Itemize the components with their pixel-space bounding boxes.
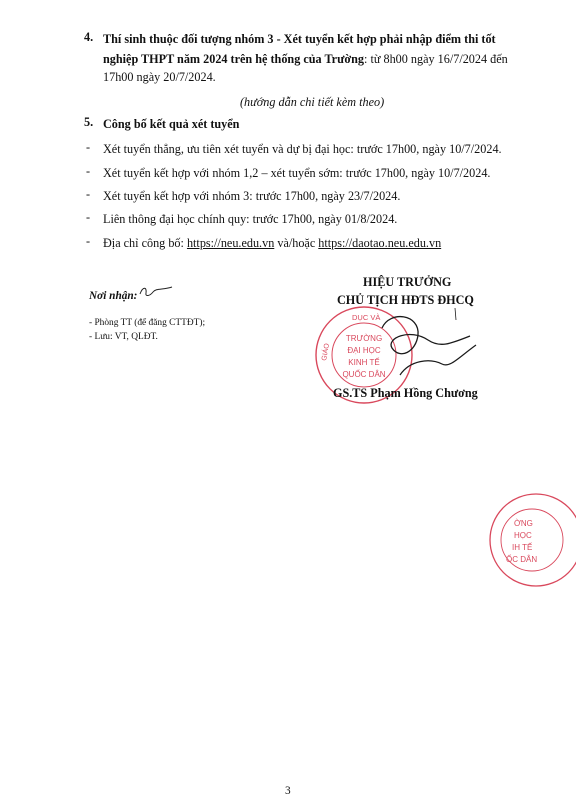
recipients-label: Nơi nhận:	[89, 290, 138, 302]
stamp-line: ĐẠI HỌC	[347, 346, 381, 355]
recipient-item: - Phòng TT (để đăng CTTĐT);	[89, 318, 206, 328]
stamp-ring-side: GIÁO	[321, 342, 332, 362]
section-4-note: (hướng dẫn chi tiết kèm theo)	[240, 95, 385, 109]
result-item: Xét tuyển kết hợp với nhóm 3: trước 17h00, ngày 23/7/2024.	[103, 189, 401, 203]
bullet-dash: -	[86, 140, 91, 154]
bullet-dash: -	[86, 187, 91, 201]
section-4-line2-rest: : từ 8h00 ngày 16/7/2024 đến	[364, 52, 508, 66]
section-4-line2-bold: nghiệp THPT năm 2024 trên hệ thống của Trường	[103, 52, 365, 66]
bullet-dash: -	[86, 234, 91, 248]
stamp-line: KINH TẾ	[348, 358, 380, 367]
edge-stamp-line: HỌC	[514, 531, 532, 540]
result-item: Xét tuyển thẳng, ưu tiên xét tuyển và dự bị đại học: trước 17h00, ngày 10/7/2024.	[103, 142, 502, 156]
link-neu[interactable]: https://neu.edu.vn	[186, 236, 275, 250]
bullet-dash: -	[86, 210, 91, 224]
section-5-title: Công bố kết quả xét tuyển	[103, 117, 240, 131]
signature-title2: CHỦ TỊCH HĐTS ĐHCQ	[337, 293, 474, 307]
initials-signature-icon	[138, 284, 176, 300]
edge-stamp-line: ỜNG	[514, 519, 533, 528]
section-5-number: 5.	[84, 115, 94, 129]
section-4-number: 4.	[84, 30, 94, 44]
result-item: Liên thông đại học chính quy: trước 17h00, ngày 01/8/2024.	[103, 212, 398, 226]
edge-stamp-line: IH TẾ	[512, 543, 533, 552]
address-label: Địa chỉ công bố:	[103, 236, 187, 250]
signature-title1: HIỆU TRƯỞNG	[363, 275, 452, 289]
section-4-line2	[103, 50, 508, 68]
recipient-item: - Lưu: VT, QLĐT.	[89, 332, 158, 342]
handwritten-signature-icon	[330, 300, 480, 395]
signer-name: GS.TS Phạm Hồng Chương	[333, 386, 478, 400]
address-join: và/hoặc	[274, 236, 319, 250]
edge-stamp-icon	[488, 490, 576, 590]
stamp-line: TRƯỜNG	[345, 334, 383, 343]
section-4-line1: Thí sinh thuộc đối tượng nhóm 3 - Xét tuyển kết hợp phải nhập điểm thi tốt	[103, 32, 496, 46]
page-number: 3	[285, 785, 291, 797]
stamp-ring-top: DỤC VÀ	[352, 313, 381, 322]
address-line	[103, 234, 441, 252]
link-daotao[interactable]: https://daotao.neu.edu.vn	[318, 236, 442, 250]
edge-stamp-line: ỐC DÂN	[506, 555, 538, 564]
section-4-line3: 17h00 ngày 20/7/2024.	[103, 70, 216, 84]
stamp-line: QUỐC DÂN	[342, 370, 386, 379]
result-item: Xét tuyển kết hợp với nhóm 1,2 – xét tuyển sớm: trước 17h00, ngày 10/7/2024.	[103, 166, 491, 180]
bullet-dash: -	[86, 164, 91, 178]
